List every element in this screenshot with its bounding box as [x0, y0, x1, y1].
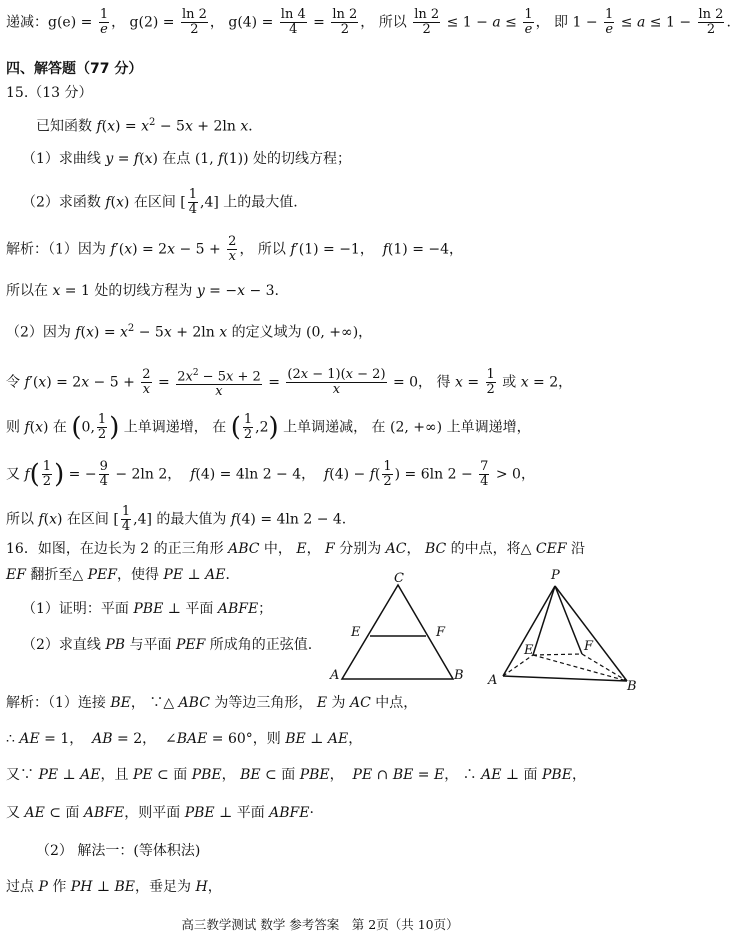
p15-solution-2-line3: 则 f(x) 在 (0, $\frac{1}{2}$ ) 上单调递增， 在 ( $\frac{1}{2}$ ,2) 上单调递减， 在 (2, +∞) 上单调递增， — [6, 412, 531, 443]
label-e: E — [351, 625, 361, 640]
edge-pf — [555, 586, 582, 654]
p16-solution-line2: ∴ AE = 1， AB = 2， ∠BAE = 60°，则 BE ⊥ AE， — [6, 731, 363, 747]
label-e: E — [524, 643, 534, 658]
label-f: F — [584, 639, 594, 654]
p15-solution-1-line1: 解析：（1）因为 f′(x) = 2x − 5 + $\frac{2}{x}$ ， 所以 f′(1) = −1， f(1) = −4， — [6, 234, 464, 264]
p16-solution-line5: （2） 解法一：(等体积法) — [36, 843, 201, 859]
edge-ae-dashed — [503, 655, 533, 676]
p15-solution-2-line5: 所以 f(x) 在区间 [ $\frac{1}{4}$ ,4] 的最大值为 f(4) = 4ln 2 − 4. — [6, 504, 347, 534]
label-f: F — [436, 625, 446, 640]
p16-stem-line2: EF 翻折至△ PEF，使得 PE ⊥ AE． — [6, 567, 240, 583]
p16-q1: （1）证明：平面 PBE ⊥ 平面 ABFE； — [22, 601, 273, 617]
p15-solution-2-line4: 又 f( $\frac{1}{2}$ ) = − $\frac{9}{4}$ − 2ln 2， f(4) = 4ln 2 − 4， f(4) − f( $\frac{1}{2}$ ) = 6ln 2 − $\frac{7}{4}$ > 0， — [6, 459, 535, 490]
label-c: C — [394, 571, 404, 586]
problem-15-given: 已知函数 $f(x) = x^2 - 5x + 2\ln$ x． — [36, 117, 263, 135]
p15-solution-2-line1: （2）因为 $f(x) = x^2 - 5x + 2\ln$ x 的定义域为 (0, +∞)， — [6, 323, 373, 341]
edge-pa — [503, 586, 555, 676]
edge-pb — [555, 586, 627, 681]
edge-fb-dashed — [582, 654, 627, 681]
label-a: A — [330, 668, 340, 683]
p15-solution-2-line2: 令 f′(x) = 2x − 5 + $\frac{2}{x}$ = $\frac{2x^2 - 5x + 2}{x}$ = $\frac{(2x - 1)(x - 2)}{x}$ = 0， 得 x = $\frac{1}{2}$ 或 x = 2， — [6, 367, 573, 400]
edge-ab — [503, 676, 627, 681]
figure-triangle-abc — [325, 568, 475, 693]
problem-15-q2: （2）求函数 f(x) 在区间 [ $\frac{1}{4}$ ,4] 上的最大值. — [22, 187, 298, 217]
edge-ef-dashed — [533, 654, 582, 655]
label-b: B — [454, 668, 464, 683]
label-b: B — [627, 679, 637, 694]
page-footer: 高三教学测试 数学 参考答案 第 2页（共 10页） — [181, 917, 459, 932]
p16-stem-line1: 16．如图，在边长为 2 的正三角形 ABC 中， E， F 分别为 AC， BC 的中点，将△ CEF 沿 — [6, 541, 585, 557]
section-heading: 四、解答题（77 分） — [6, 61, 143, 77]
p16-q2: （2）求直线 PB 与平面 PEF 所成角的正弦值. — [22, 637, 313, 653]
problem-15-heading: 15.（13 分） — [6, 85, 93, 101]
label-p: P — [551, 568, 560, 583]
p16-solution-line6: 过点 P 作 PH ⊥ BE，垂足为 H， — [6, 879, 222, 895]
figure-folded-pyramid — [484, 564, 640, 696]
text-line-decrease: 递减：g(e) = $\frac{1}{e}$ ， g(2) = $\frac{\ln 2}{2}$ ， g(4) = $\frac{\ln 4}{4}$ = $\frac{\ln 2}{2}$ ， 所以 $\frac{\ln 2}{2}$ ≤ 1 − a ≤ $\frac{1}{e}$ ， 即 1 − $\frac{1}{e}$ ≤ a ≤ 1 − $\frac{\ln 2}{2}$ . — [6, 7, 731, 37]
problem-15-q1: （1）求曲线 y = f(x) 在点 (1, f(1)) 处的切线方程； — [22, 151, 352, 167]
label-a: A — [488, 673, 498, 688]
p15-solution-1-line2: 所以在 x = 1 处的切线方程为 y = −x − 3. — [6, 283, 280, 299]
p16-solution-line1: 解析：（1）连接 BE， ∵△ ABC 为等边三角形， E 为 AC 中点， — [6, 695, 418, 711]
p16-solution-line4: 又 AE ⊂ 面 ABFE，则平面 PBE ⊥ 平面 ABFE· — [6, 805, 314, 821]
edge-pe — [533, 586, 555, 655]
p16-solution-line3: 又∵ PE ⊥ AE，且 PE ⊂ 面 PBE， BE ⊂ 面 PBE， PE ∩ BE = E， ∴ AE ⊥ 面 PBE， — [6, 767, 586, 783]
